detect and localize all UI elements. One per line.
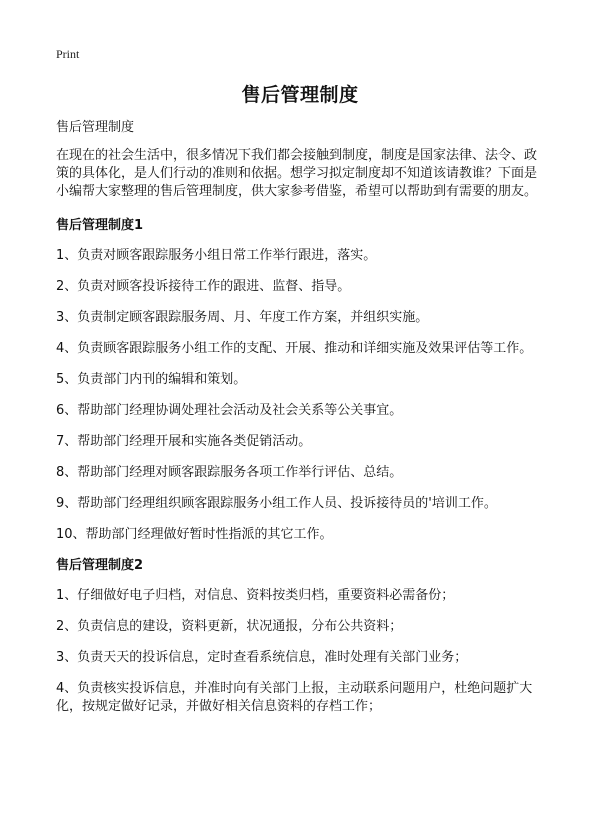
list-item: 3、负责天天的投诉信息，定时查看系统信息，准时处理有关部门业务； [56, 650, 468, 665]
list-item: 8、帮助部门经理对顾客跟踪服务各项工作举行评估、总结。 [56, 465, 403, 480]
intro-paragraph: 在现在的社会生活中，很多情况下我们都会接触到制度，制度是国家法律、法令、政策的具体化，是人们行动的准则和依据。想学习拟定制度却不知道该请教谁？下面是小编帮大家整理的售后管理制度，供大家参考借鉴，希望可以帮助到有需要的朋友。 [56, 148, 538, 199]
list-item: 10、帮助部门经理做好暂时性指派的其它工作。 [56, 527, 333, 542]
list-item: 7、帮助部门经理开展和实施各类促销活动。 [56, 434, 312, 449]
document-body [56, 119, 546, 729]
section-heading: 售后管理制度1 [56, 218, 144, 233]
list-item: 4、负责顾客跟踪服务小组工作的支配、开展、推动和详细实施及效果评估等工作。 [56, 341, 533, 356]
section-1 [56, 217, 546, 544]
print-link[interactable]: Print [56, 47, 80, 61]
list-item: 5、负责部门内刊的编辑和策划。 [56, 372, 247, 387]
document-subtitle: 售后管理制度 [56, 120, 135, 135]
section-2 [56, 557, 546, 716]
list-item: 1、负责对顾客跟踪服务小组日常工作举行跟进，落实。 [56, 248, 377, 263]
section-heading: 售后管理制度2 [56, 558, 144, 573]
list-item: 9、帮助部门经理组织顾客跟踪服务小组工作人员、投诉接待员的'培训工作。 [56, 496, 497, 511]
list-item: 2、负责信息的建设，资料更新，状况通报，分布公共资料； [56, 619, 403, 634]
list-item: 4、负责核实投诉信息，并准时向有关部门上报，主动联系问题用户，杜绝问题扩大化，按规定做好记录，并做好相关信息资料的存档工作； [56, 681, 533, 714]
list-item: 2、负责对顾客投诉接待工作的跟进、监督、指导。 [56, 279, 351, 294]
list-item: 3、负责制定顾客跟踪服务周、月、年度工作方案，并组织实施。 [56, 310, 429, 325]
page-title: 售后管理制度 [241, 84, 359, 106]
list-item: 1、仔细做好电子归档，对信息、资料按类归档，重要资料必需备份； [56, 588, 455, 603]
list-item: 6、帮助部门经理协调处理社会活动及社会关系等公关事宜。 [56, 403, 403, 418]
